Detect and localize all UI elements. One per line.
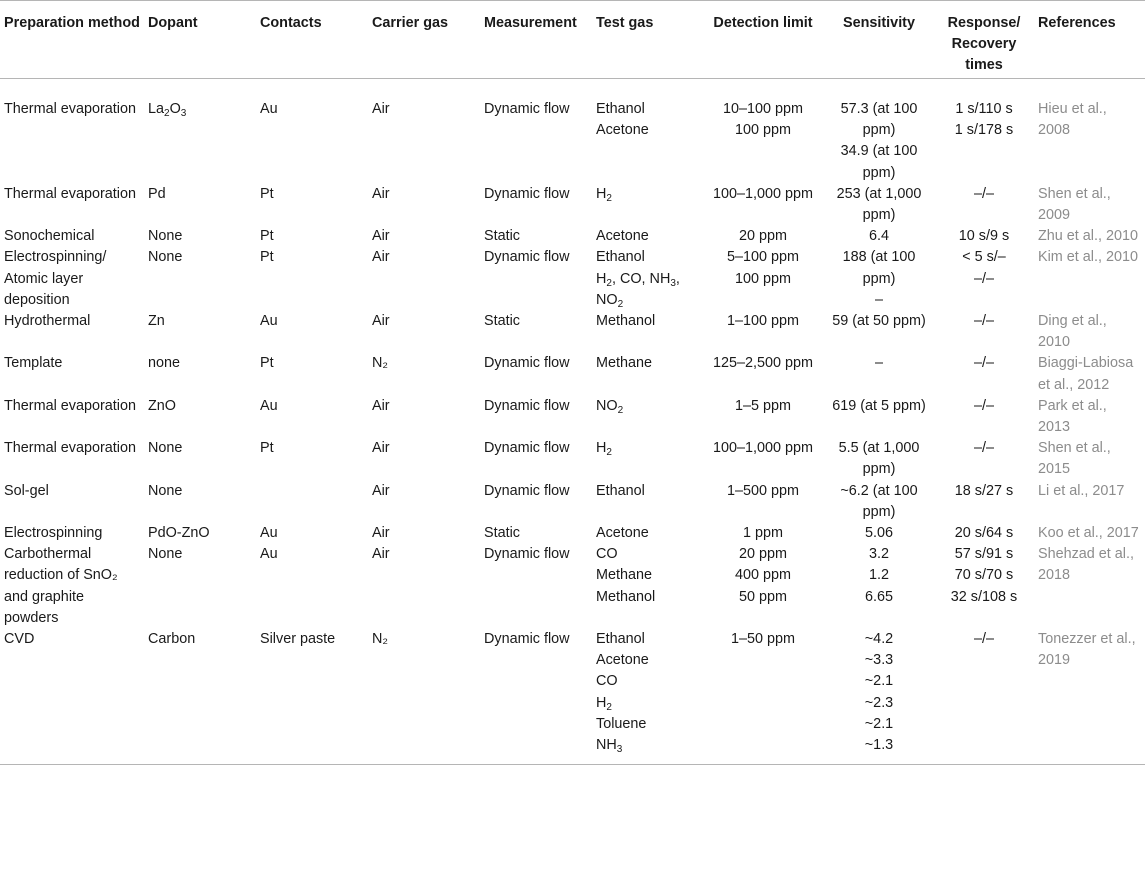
cell-text: Au (260, 525, 278, 542)
cell-measurement (480, 184, 592, 226)
cell-text: 57 s/91 s (954, 546, 1014, 563)
cell-measurement (480, 523, 592, 544)
table-row (0, 353, 1145, 395)
cell-response-recovery-times (934, 247, 1034, 311)
cell-text: Au (260, 313, 278, 330)
cell-test-gas (592, 629, 702, 765)
cell-text: Methane (596, 355, 653, 372)
cell-text: ~3.3 (864, 652, 894, 669)
cell-text: Ethanol (596, 101, 645, 117)
cell-text: Carbon (148, 631, 196, 648)
table-row (0, 79, 1145, 184)
cell-text: –/– (973, 631, 994, 648)
cell-text: Hydrothermal (4, 313, 91, 330)
cell-text: Static (484, 228, 520, 245)
cell-text: 125–2,500 ppm (712, 355, 814, 372)
table-body (0, 79, 1145, 765)
cell-text: Dynamic flow (484, 482, 570, 499)
cell-text: Air (372, 482, 390, 499)
cell-text: Au (260, 546, 278, 563)
cell-text: Dynamic flow (484, 546, 570, 563)
cell-text: Air (372, 525, 390, 542)
header-carrier-gas: Carrier gas (368, 1, 480, 79)
cell-detection-limit (702, 438, 824, 480)
cell-text: Ethanol (596, 249, 645, 266)
table-row (0, 523, 1145, 544)
cell-text: Ethanol (596, 482, 645, 499)
cell-carrier-gas (368, 353, 480, 395)
cell-text: PdO-ZnO (148, 525, 210, 542)
cell-test-gas (592, 353, 702, 395)
cell-text: Ding et al., 2010 (1038, 313, 1107, 351)
cell-test-gas (592, 226, 702, 247)
cell-contacts (256, 184, 368, 226)
header-test-gas: Test gas (592, 1, 702, 79)
cell-text: ~2.1 (864, 673, 894, 690)
cell-response-recovery-times (934, 438, 1034, 480)
cell-test-gas (592, 247, 702, 311)
cell-text: Thermal evaporation (4, 397, 136, 414)
cell-sensitivity (824, 79, 934, 184)
cell-carrier-gas (368, 79, 480, 184)
cell-text: Dynamic flow (484, 249, 570, 266)
cell-text: Air (372, 228, 390, 245)
header-detection-limit: Detection limit (702, 1, 824, 79)
cell-text: Dynamic flow (484, 185, 570, 202)
table-row (0, 438, 1145, 480)
cell-text: CO (596, 673, 618, 690)
cell-text: Air (372, 546, 390, 563)
cell-text: Silver paste (260, 631, 336, 648)
cell-contacts (256, 247, 368, 311)
cell-measurement (480, 311, 592, 353)
cell-text: Static (484, 313, 520, 330)
cell-text: $H_2$ (596, 694, 612, 713)
cell-text: Methanol (596, 313, 656, 330)
cell-text: – (874, 291, 883, 308)
cell-sensitivity (824, 481, 934, 523)
cell-text: 188 (at 100 ppm) (842, 249, 916, 287)
cell-text: 32 s/108 s (950, 588, 1018, 605)
cell-response-recovery-times (934, 79, 1034, 184)
cell-text: ~6.2 (at 100 ppm) (840, 482, 918, 520)
cell-text: ~2.3 (864, 694, 894, 711)
cell-detection-limit (702, 247, 824, 311)
cell-text: Pt (260, 440, 274, 457)
cell-contacts (256, 544, 368, 629)
table-row (0, 226, 1145, 247)
cell-text: 1–5 ppm (734, 397, 791, 414)
cell-contacts (256, 481, 368, 523)
cell-response-recovery-times (934, 353, 1034, 395)
cell-text: Au (260, 101, 278, 117)
cell-detection-limit (702, 629, 824, 765)
cell-text: Shen et al., 2009 (1038, 185, 1111, 224)
cell-text: Biaggi-Labiosa et al., 2012 (1038, 355, 1134, 393)
cell-text: Dynamic flow (484, 397, 570, 414)
cell-text: Air (372, 185, 390, 202)
cell-reference (1034, 481, 1145, 523)
cell-carrier-gas (368, 438, 480, 480)
cell-carrier-gas (368, 544, 480, 629)
header-response-recovery-times: Response/ Recovery times (934, 1, 1034, 79)
cell-carrier-gas (368, 481, 480, 523)
cell-text: 253 (at 1,000 ppm) (836, 185, 922, 224)
cell-text: Electrospinning (4, 525, 103, 542)
cell-text: 100 ppm (734, 122, 791, 139)
cell-text: –/– (973, 185, 994, 202)
cell-carrier-gas (368, 247, 480, 311)
cell-text: 619 (at 5 ppm) (832, 397, 926, 414)
cell-text: Acetone (596, 228, 649, 245)
cell-response-recovery-times (934, 311, 1034, 353)
cell-sensitivity (824, 523, 934, 544)
cell-preparation-method (0, 184, 144, 226)
cell-text: ~4.2 (864, 631, 894, 648)
cell-sensitivity (824, 438, 934, 480)
cell-text: Dynamic flow (484, 101, 570, 117)
cell-reference (1034, 396, 1145, 438)
cell-text: ~1.3 (864, 737, 894, 754)
cell-sensitivity (824, 544, 934, 629)
cell-text: 1–50 ppm (730, 631, 795, 648)
cell-sensitivity (824, 247, 934, 311)
cell-detection-limit (702, 226, 824, 247)
cell-text: Shen et al., 2015 (1038, 440, 1111, 478)
cell-text: Air (372, 249, 390, 266)
cell-text: 100–1,000 ppm (712, 440, 814, 457)
cell-text: Koo et al., 2017 (1038, 525, 1139, 542)
cell-preparation-method (0, 481, 144, 523)
cell-text: 400 ppm (734, 567, 791, 584)
cell-reference (1034, 353, 1145, 395)
cell-text: ZnO (148, 397, 176, 414)
cell-detection-limit (702, 544, 824, 629)
cell-detection-limit (702, 481, 824, 523)
cell-dopant (144, 311, 256, 353)
cell-dopant (144, 353, 256, 395)
cell-reference (1034, 544, 1145, 629)
cell-text: Pt (260, 249, 274, 266)
cell-reference (1034, 438, 1145, 480)
cell-text: Thermal evaporation (4, 101, 136, 117)
cell-text: Shehzad et al., 2018 (1038, 546, 1135, 584)
cell-text: 5.5 (at 1,000 ppm) (838, 440, 920, 478)
cell-preparation-method (0, 226, 144, 247)
cell-dopant (144, 226, 256, 247)
cell-text: Li et al., 2017 (1038, 482, 1125, 499)
cell-text: $H_2$ (596, 440, 612, 459)
cell-text: None (148, 482, 183, 499)
cell-reference (1034, 523, 1145, 544)
header-row (0, 1, 1145, 79)
cell-contacts (256, 396, 368, 438)
cell-text: Acetone (596, 652, 649, 669)
cell-text: Pt (260, 355, 274, 372)
cell-detection-limit (702, 79, 824, 184)
cell-text: 20 s/64 s (954, 525, 1014, 542)
cell-test-gas (592, 544, 702, 629)
cell-detection-limit (702, 311, 824, 353)
cell-response-recovery-times (934, 544, 1034, 629)
cell-text: –/– (973, 270, 994, 287)
cell-text: 6.4 (868, 228, 889, 245)
cell-text: Au (260, 397, 278, 414)
cell-text: Kim et al., 2010 (1038, 249, 1138, 266)
cell-text: $La_2O_3$ (148, 101, 187, 119)
table-row (0, 629, 1145, 765)
cell-text: 20 ppm (739, 546, 787, 563)
cell-dopant (144, 481, 256, 523)
cell-contacts (256, 311, 368, 353)
cell-text: 20 ppm (739, 228, 787, 245)
cell-text: Methane (596, 567, 653, 584)
cell-text: Air (372, 440, 390, 457)
cell-text: Static (484, 525, 520, 542)
cell-text: Electrospinning/ Atomic layer deposition (4, 249, 107, 308)
cell-preparation-method (0, 79, 144, 184)
cell-text: Zn (148, 313, 165, 330)
cell-detection-limit (702, 396, 824, 438)
cell-text: Pd (148, 185, 166, 202)
header-sensitivity: Sensitivity (824, 1, 934, 79)
cell-text: Pt (260, 228, 274, 245)
cell-text: N₂ (372, 355, 388, 372)
cell-text: –/– (973, 355, 994, 372)
cell-detection-limit (702, 523, 824, 544)
cell-text: Toluene (596, 715, 647, 732)
cell-text: 3.2 (868, 546, 889, 563)
cell-text: 6.65 (864, 588, 893, 605)
cell-measurement (480, 226, 592, 247)
cell-text: Acetone (596, 122, 649, 139)
cell-text: $H_2$ (596, 185, 612, 204)
cell-text: None (148, 249, 183, 266)
cell-text: 5.06 (864, 525, 893, 542)
cell-text: 1–100 ppm (726, 313, 799, 330)
cell-sensitivity (824, 184, 934, 226)
cell-contacts (256, 79, 368, 184)
cell-text: –/– (973, 313, 994, 330)
cell-contacts (256, 438, 368, 480)
cell-preparation-method (0, 523, 144, 544)
cell-reference (1034, 226, 1145, 247)
cell-text: $NO_2$ (596, 397, 624, 416)
cell-contacts (256, 523, 368, 544)
cell-text: –/– (973, 440, 994, 457)
cell-carrier-gas (368, 629, 480, 765)
cell-text: 100–1,000 ppm (712, 185, 814, 202)
table-row (0, 247, 1145, 311)
cell-text: Template (4, 355, 63, 372)
cell-text: $H_2$, CO, $NH_3$, $NO_2$ (596, 270, 680, 310)
cell-dopant (144, 79, 256, 184)
cell-preparation-method (0, 247, 144, 311)
cell-text: Methanol (596, 588, 656, 605)
cell-preparation-method (0, 438, 144, 480)
cell-text: < 5 s/– (962, 249, 1006, 266)
cell-text: 70 s/70 s (954, 567, 1014, 584)
cell-text: 59 (at 50 ppm) (832, 313, 926, 330)
cell-text: None (148, 228, 183, 245)
cell-text: ~2.1 (864, 715, 894, 732)
cell-text: 1 ppm (743, 525, 783, 542)
cell-sensitivity (824, 353, 934, 395)
cell-preparation-method (0, 311, 144, 353)
cell-contacts (256, 226, 368, 247)
cell-carrier-gas (368, 311, 480, 353)
cell-text: 10–100 ppm (722, 101, 803, 117)
cell-dopant (144, 438, 256, 480)
header-measurement: Measurement (480, 1, 592, 79)
cell-response-recovery-times (934, 523, 1034, 544)
cell-text: Carbothermal reduction of SnO₂ and graphite powders (4, 546, 118, 626)
cell-sensitivity (824, 629, 934, 765)
cell-measurement (480, 79, 592, 184)
cell-text: 34.9 (at 100 ppm) (840, 143, 918, 181)
header-preparation-method: Preparation method (0, 1, 144, 79)
cell-sensitivity (824, 311, 934, 353)
cell-text: Air (372, 101, 390, 117)
cell-text: Zhu et al., 2010 (1038, 228, 1139, 245)
cell-reference (1034, 247, 1145, 311)
cell-text: 10 s/9 s (958, 228, 1010, 245)
cell-text: none (148, 355, 181, 372)
cell-detection-limit (702, 353, 824, 395)
cell-reference (1034, 629, 1145, 765)
cell-test-gas (592, 438, 702, 480)
cell-text: Dynamic flow (484, 355, 570, 372)
cell-dopant (144, 544, 256, 629)
cell-reference (1034, 311, 1145, 353)
cell-text: N₂ (372, 631, 388, 648)
cell-response-recovery-times (934, 226, 1034, 247)
cell-text: 100 ppm (734, 270, 791, 287)
cell-measurement (480, 247, 592, 311)
cell-text: None (148, 546, 183, 563)
cell-text: Sonochemical (4, 228, 95, 245)
header-references: References (1034, 1, 1145, 79)
table-row (0, 184, 1145, 226)
cell-carrier-gas (368, 226, 480, 247)
cell-measurement (480, 438, 592, 480)
cell-text: 1.2 (868, 567, 889, 584)
cell-text: 50 ppm (739, 588, 787, 605)
cell-response-recovery-times (934, 481, 1034, 523)
cell-text: Dynamic flow (484, 631, 570, 648)
cell-measurement (480, 629, 592, 765)
cell-reference (1034, 184, 1145, 226)
cell-preparation-method (0, 353, 144, 395)
cell-preparation-method (0, 544, 144, 629)
cell-text: Park et al., 2013 (1038, 397, 1107, 436)
cell-text: Sol-gel (4, 482, 49, 499)
table-row (0, 544, 1145, 629)
cell-text: Pt (260, 185, 274, 202)
cell-test-gas (592, 396, 702, 438)
cell-test-gas (592, 523, 702, 544)
cell-sensitivity (824, 226, 934, 247)
cell-dopant (144, 629, 256, 765)
cell-text: $NH_3$ (596, 737, 623, 756)
cell-text: 1–500 ppm (726, 482, 799, 499)
cell-contacts (256, 353, 368, 395)
cell-response-recovery-times (934, 629, 1034, 765)
cell-sensitivity (824, 396, 934, 438)
cell-test-gas (592, 79, 702, 184)
cell-text: Acetone (596, 525, 649, 542)
cell-measurement (480, 481, 592, 523)
cell-dopant (144, 247, 256, 311)
cell-dopant (144, 184, 256, 226)
cell-preparation-method (0, 629, 144, 765)
cell-text: Ethanol (596, 631, 645, 648)
cell-text: Air (372, 313, 390, 330)
cell-carrier-gas (368, 184, 480, 226)
cell-measurement (480, 544, 592, 629)
cell-test-gas (592, 481, 702, 523)
cell-carrier-gas (368, 523, 480, 544)
cell-text: Tonezzer et al., 2019 (1038, 631, 1136, 669)
cell-text: Air (372, 397, 390, 414)
cell-test-gas (592, 311, 702, 353)
cell-text: Hieu et al., 2008 (1038, 101, 1107, 139)
table-row (0, 311, 1145, 353)
cell-text: CVD (4, 631, 35, 648)
cell-test-gas (592, 184, 702, 226)
cell-text: 57.3 (at 100 ppm) (840, 101, 918, 139)
cell-text: Dynamic flow (484, 440, 570, 457)
cell-measurement (480, 396, 592, 438)
cell-preparation-method (0, 396, 144, 438)
cell-text: –/– (973, 397, 994, 414)
cell-text: 18 s/27 s (954, 482, 1014, 499)
cell-dopant (144, 396, 256, 438)
cell-text: 1 s/178 s (954, 122, 1014, 139)
header-contacts: Contacts (256, 1, 368, 79)
table-row (0, 481, 1145, 523)
cell-dopant (144, 523, 256, 544)
cell-text: CO (596, 546, 618, 563)
cell-text: None (148, 440, 183, 457)
cell-carrier-gas (368, 396, 480, 438)
cell-response-recovery-times (934, 184, 1034, 226)
cell-text: 5–100 ppm (726, 249, 799, 266)
cell-measurement (480, 353, 592, 395)
cell-reference (1034, 79, 1145, 184)
cell-response-recovery-times (934, 396, 1034, 438)
cell-text: – (874, 355, 883, 372)
table-row (0, 396, 1145, 438)
cell-text: Thermal evaporation (4, 440, 136, 457)
cell-contacts (256, 629, 368, 765)
header-dopant: Dopant (144, 1, 256, 79)
cell-detection-limit (702, 184, 824, 226)
cell-text: Thermal evaporation (4, 185, 136, 202)
cell-text: 1 s/110 s (955, 101, 1013, 117)
